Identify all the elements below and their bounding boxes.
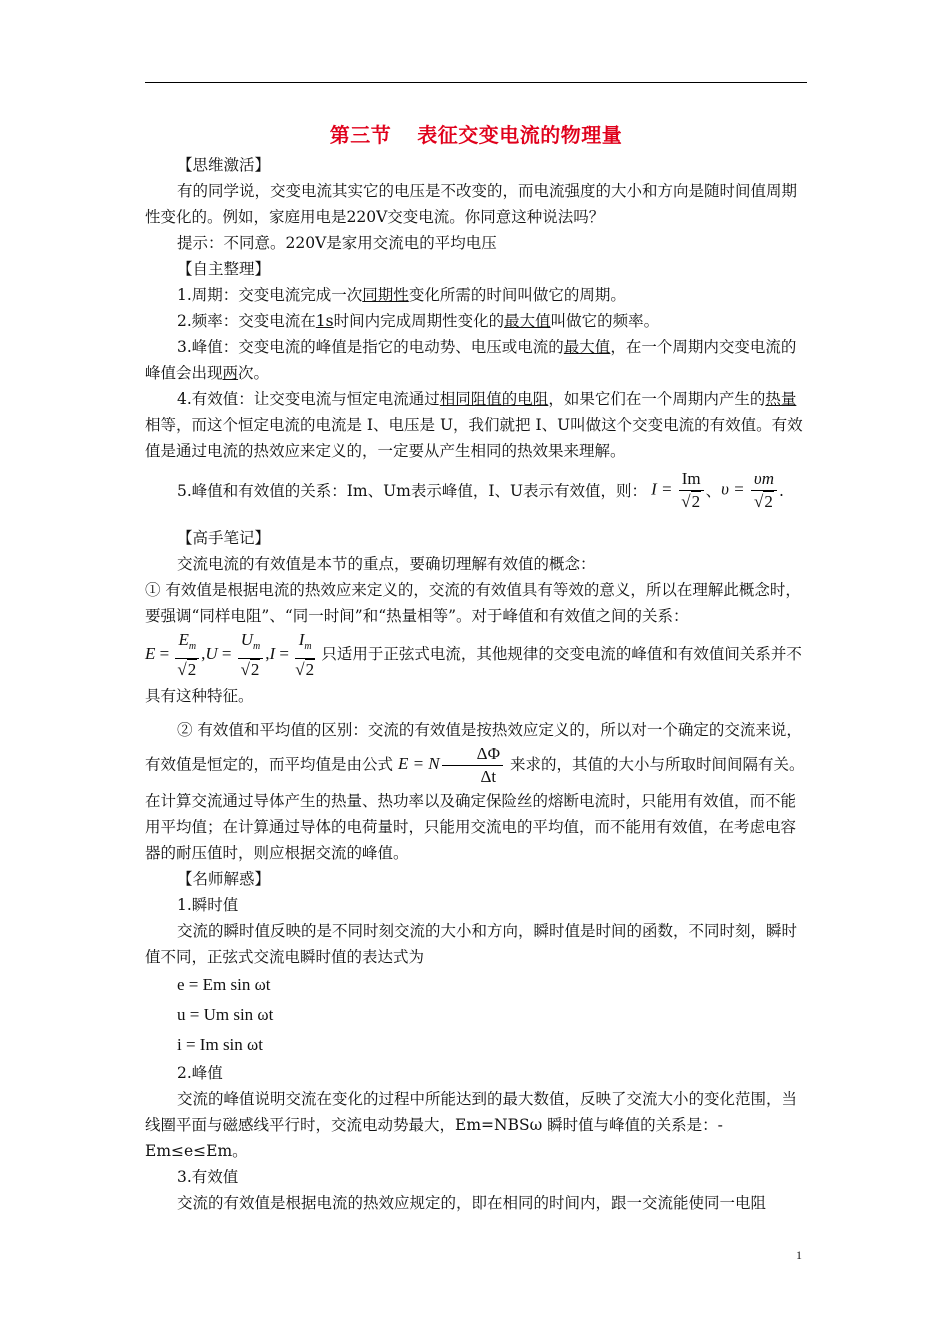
- note-intro: 交流电流的有效值是本节的重点，要确切理解有效值的概念：: [177, 555, 596, 573]
- note-one-formula: E = $\frac{E_m}{√2}$ ,U = $\frac{U_m}{√2}$ ,I = $\frac{I_m}{√2}$ 只适用于正弦式电流，其他规律的交变电流的峰值和有效值间关系并不具有这种特征。: [145, 630, 802, 705]
- instant-equations: [145, 970, 807, 1060]
- relation-text: 5.峰值和有效值的关系：Im、Um表示峰值，I、U表示有效值，则：: [177, 481, 648, 500]
- formula-voltage: υ = $\frac{\upsilon m}{√2}$: [721, 468, 779, 513]
- formula-average: E = N $\frac{\Delta\Phi}{\Delta t}$: [398, 754, 505, 773]
- heading-think: 【思维激活】: [177, 156, 271, 174]
- document-body: [145, 120, 807, 1216]
- note-one: ① 有效值是根据电流的热效应来定义的，交流的有效值具有等效的意义，所以在理解此概念时，要强调“同样电阻”、“同一时间”和“热量相等”。对于峰值和有效值之间的关系：: [145, 581, 801, 625]
- item-peak: 3.峰值：交变电流的峰值是指它的电动势、电压或电流的最大值，在一个周期内交变电流的峰值会出现两次。: [145, 338, 797, 382]
- paragraph-peak: 交流的峰值说明交流在变化的过程中所能达到的最大数值，反映了交流大小的变化范围，当线圈平面与磁感线平行时，交流电动势最大，Em=NBSω 瞬时值与峰值的关系是：-Em≤e≤Em。: [145, 1090, 798, 1160]
- formula-current: I = $\frac{Im}{√2}$: [651, 468, 706, 513]
- item-period: 1.周期：交变电流完成一次同期性变化所需的时间叫做它的周期。: [177, 286, 626, 304]
- page-number: 1: [796, 1248, 802, 1262]
- page-title: [145, 122, 807, 148]
- subheading-instant: 1.瞬时值: [177, 896, 239, 914]
- title-text: 表征交变电流的物理量: [417, 123, 623, 147]
- note-two: ② 有效值和平均值的区别：交流的有效值是按热效应定义的，所以对一个确定的交流来说，有效值是恒定的，而平均值是由公式 E = N $\frac{\Delta\Phi}{\Delta t}$ 来求的，其值的大小与所取时间间隔有关。在计算交流通过导体产生的热量、热功率以及确定保险丝的熔断电流时，只能用有效值，而不能用平均值；在计算通过导体的电荷量时，只能用交流电的平均值，而不能用有效值，在考虑电容器的耐压值时，则应根据交流的峰值。: [145, 721, 805, 862]
- paragraph-intro: 有的同学说，交变电流其实它的电压是不改变的，而电流强度的大小和方向是随时间值周期性变化的。例如，家庭用电是220V交变电流。你同意这种说法吗？: [145, 182, 798, 226]
- subheading-effective: 3.有效值: [177, 1168, 239, 1186]
- header-rule: [145, 82, 807, 83]
- paragraph-effective: 交流的有效值是根据电流的热效应规定的，即在相同的时间内，跟一交流能使同一电阻: [177, 1194, 767, 1212]
- item-effective: 4.有效值：让交变电流与恒定电流通过相同阻值的电阻，如果它们在一个周期内产生的热量相等，而这个恒定电流的电流是 I、电压是 U，我们就把 I、U叫做这个交变电流的有效值。有效值是通过电流的热效应来定义的，一定要从产生相同的热效果来理解。: [145, 390, 803, 460]
- equation-i: i = Im sin ωt: [177, 1035, 263, 1054]
- heading-explain: 【名师解惑】: [177, 870, 271, 888]
- item-frequency: 2.频率：交变电流在1s时间内完成周期性变化的最大值叫做它的频率。: [177, 312, 660, 330]
- paragraph-instant: 交流的瞬时值反映的是不同时刻交流的大小和方向，瞬时值是时间的函数，不同时刻，瞬时值不同，正弦式交流电瞬时值的表达式为: [145, 922, 798, 966]
- formula-peak-effective: E = $\frac{E_m}{√2}$ ,U = $\frac{U_m}{√2}$ ,I = $\frac{I_m}{√2}$: [145, 630, 315, 679]
- heading-notes: 【高手笔记】: [177, 529, 271, 547]
- item-relation: 5.峰值和有效值的关系：Im、Um表示峰值，I、U表示有效值，则： I = $\frac{Im}{√2}$ 、 υ = $\frac{\upsilon m}{√2}$ .: [177, 469, 784, 511]
- equation-e: e = Em sin ωt: [177, 975, 271, 994]
- equation-u: u = Um sin ωt: [177, 1005, 274, 1024]
- subheading-peak: 2.峰值: [177, 1064, 223, 1082]
- title-section-number: 第三节: [329, 123, 392, 147]
- paragraph-hint: 提示：不同意。220V是家用交流电的平均电压: [177, 234, 497, 252]
- heading-self-study: 【自主整理】: [177, 260, 271, 278]
